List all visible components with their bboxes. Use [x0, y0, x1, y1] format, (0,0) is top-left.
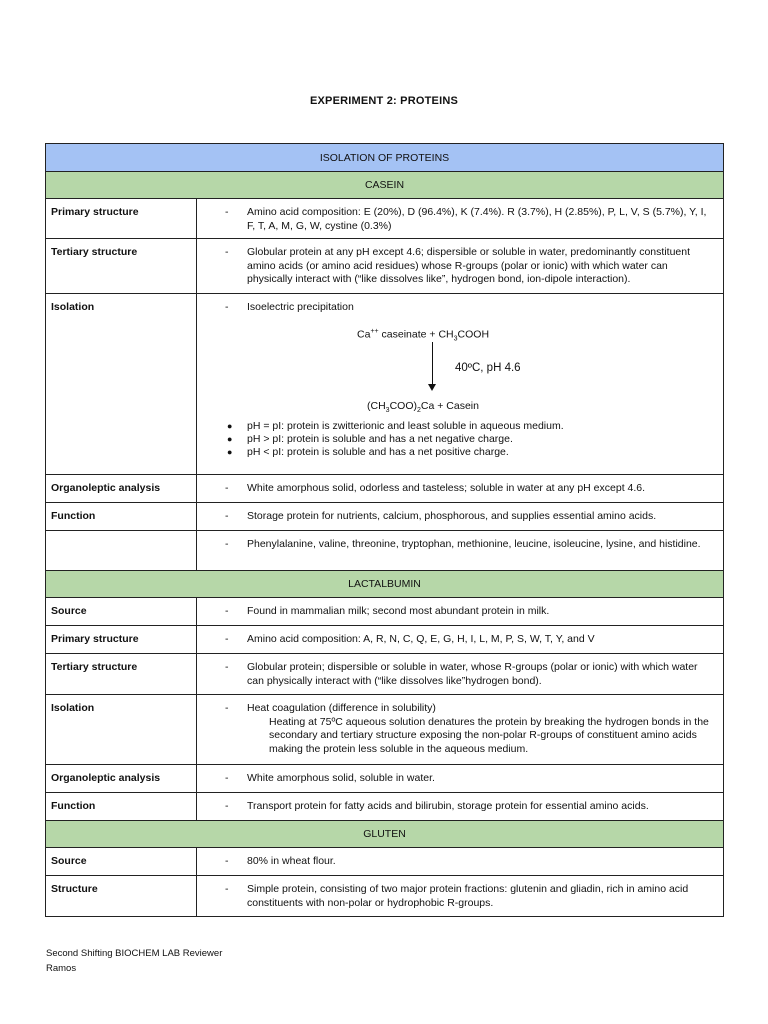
- row-text: White amorphous solid, soluble in water.: [247, 772, 435, 784]
- table-row: [46, 199, 724, 239]
- table-row: [46, 876, 724, 917]
- table-row: [46, 626, 724, 654]
- row-content: [197, 876, 724, 917]
- table-row: [46, 294, 724, 475]
- table-row: [46, 503, 724, 531]
- dash-marker: -: [225, 855, 229, 867]
- row-text: Globular protein at any pH except 4.6; dispersible or soluble in water, predominantly constituent amino acids (or amino acid residues) whose R-groups (polar or ionic) with which water can physically interact with (“like dissolves like”, hydrogen bond, ion-dipole interaction).: [247, 246, 690, 285]
- table-row: [46, 765, 724, 793]
- row-text: Amino acid composition: E (20%), D (96.4%), K (7.4%). R (3.7%), H (2.85%), P, L, V, S (5.7%), Y, I, F, T, A, M, G, W, cystine (0.3%): [247, 206, 707, 232]
- arrow-head-icon: [428, 384, 436, 391]
- footer-author: Ramos: [46, 963, 77, 974]
- row-text: Heat coagulation (difference in solubility) Heating at 75ºC aqueous solution denatures the protein by breaking the hydrogen bonds in the secondary and tertiary structure exposing the non-polar R-groups of constituent amino acids making the protein less soluble in the aqueous medium.: [247, 702, 715, 756]
- table-row: [46, 695, 724, 765]
- row-label: Source: [46, 848, 197, 876]
- bullet-icon: ●: [227, 446, 233, 457]
- table-row: [46, 793, 724, 821]
- table-row: [46, 654, 724, 695]
- row-label: [46, 531, 197, 571]
- table-row: [46, 531, 724, 571]
- dash-marker: -: [225, 246, 229, 258]
- table-row: [46, 239, 724, 294]
- section-lactalbumin: LACTALBUMIN: [46, 571, 724, 598]
- dash-marker: -: [225, 702, 229, 714]
- row-label: Organoleptic analysis: [46, 765, 197, 793]
- table-row: [46, 848, 724, 876]
- reaction-products: $(CH_3COO)_2Ca$ + Casein: [367, 399, 479, 414]
- row-content: [197, 199, 724, 239]
- reaction-diagram: [197, 320, 723, 420]
- dash-marker: -: [225, 301, 229, 313]
- dash-marker: -: [225, 538, 229, 550]
- row-text: Found in mammalian milk; second most abundant protein in milk.: [247, 605, 550, 617]
- table-header: ISOLATION OF PROTEINS: [46, 144, 724, 172]
- row-text: Phenylalanine, valine, threonine, tryptophan, methionine, leucine, isoleucine, lysine, and histidine.: [247, 538, 701, 550]
- row-text: Isoelectric precipitation: [247, 301, 354, 313]
- row-content: [197, 239, 724, 294]
- proteins-table: [45, 143, 724, 917]
- dash-marker: -: [225, 661, 229, 673]
- dash-marker: -: [225, 605, 229, 617]
- dash-marker: -: [225, 800, 229, 812]
- row-label: Function: [46, 793, 197, 821]
- row-text: 80% in wheat flour.: [247, 855, 336, 867]
- row-label: Primary structure: [46, 626, 197, 654]
- list-item: ● pH > pI: protein is soluble and has a net negative charge.: [197, 433, 723, 446]
- ph-bullet-list: [197, 420, 723, 465]
- row-text: Globular protein; dispersible or soluble in water, whose R-groups (polar or ionic) with which water can physically interact with (“like dissolves like”hydrogen bond).: [247, 661, 698, 687]
- document-title: EXPERIMENT 2: PROTEINS: [309, 95, 459, 107]
- row-label: Source: [46, 598, 197, 626]
- section-gluten: GLUTEN: [46, 821, 724, 848]
- row-label: Primary structure: [46, 199, 197, 239]
- list-item: ● pH < pI: protein is soluble and has a net positive charge.: [197, 446, 723, 459]
- reaction-arrow: [432, 342, 433, 386]
- row-content: [197, 503, 724, 531]
- row-content: [197, 531, 724, 571]
- row-content: [197, 848, 724, 876]
- row-content: [197, 475, 724, 503]
- row-label: Tertiary structure: [46, 239, 197, 294]
- row-label: Structure: [46, 876, 197, 917]
- row-text: Amino acid composition: A, R, N, C, Q, E, G, H, I, L, M, P, S, W, T, Y, and V: [247, 633, 595, 645]
- row-text: Storage protein for nutrients, calcium, phosphorous, and supplies essential amino acids.: [247, 510, 657, 522]
- row-label: Function: [46, 503, 197, 531]
- row-content: [197, 626, 724, 654]
- footer-reviewer: Second Shifting BIOCHEM LAB Reviewer: [46, 948, 223, 959]
- row-text: Simple protein, consisting of two major protein fractions: glutenin and gliadin, rich in amino acid constituents with non-polar or hydrophobic R-groups.: [247, 883, 689, 909]
- bullet-icon: ●: [227, 433, 233, 444]
- row-content: [197, 765, 724, 793]
- row-content: [197, 793, 724, 821]
- section-casein: CASEIN: [46, 172, 724, 199]
- reaction-condition: 40ºC, pH 4.6: [455, 361, 521, 374]
- row-text: White amorphous solid, odorless and tasteless; soluble in water at any pH except 4.6.: [247, 482, 646, 494]
- row-label: Organoleptic analysis: [46, 475, 197, 503]
- row-content: [197, 695, 724, 765]
- dash-marker: -: [225, 206, 229, 218]
- dash-marker: -: [225, 772, 229, 784]
- list-item: ● pH = pI: protein is zwitterionic and least soluble in aqueous medium.: [197, 420, 723, 433]
- bullet-icon: ●: [227, 420, 233, 431]
- row-label: Isolation: [46, 294, 197, 475]
- row-content: [197, 294, 724, 475]
- dash-marker: -: [225, 510, 229, 522]
- isolation-detail: Heating at 75ºC aqueous solution denatures the protein by breaking the hydrogen bonds in the secondary and tertiary structure exposing the non-polar R-groups of constituent amino acids making the protein less soluble in the aqueous medium.: [269, 715, 709, 755]
- row-content: [197, 654, 724, 695]
- row-text: Transport protein for fatty acids and bilirubin, storage protein for essential amino acids.: [247, 800, 649, 812]
- reaction-reactants: Ca++ caseinate + $CH_3COOH$: [357, 327, 490, 343]
- table-row: [46, 475, 724, 503]
- table-row: [46, 598, 724, 626]
- dash-marker: -: [225, 883, 229, 895]
- row-label: Tertiary structure: [46, 654, 197, 695]
- row-content: [197, 598, 724, 626]
- row-label: Isolation: [46, 695, 197, 765]
- dash-marker: -: [225, 633, 229, 645]
- dash-marker: -: [225, 482, 229, 494]
